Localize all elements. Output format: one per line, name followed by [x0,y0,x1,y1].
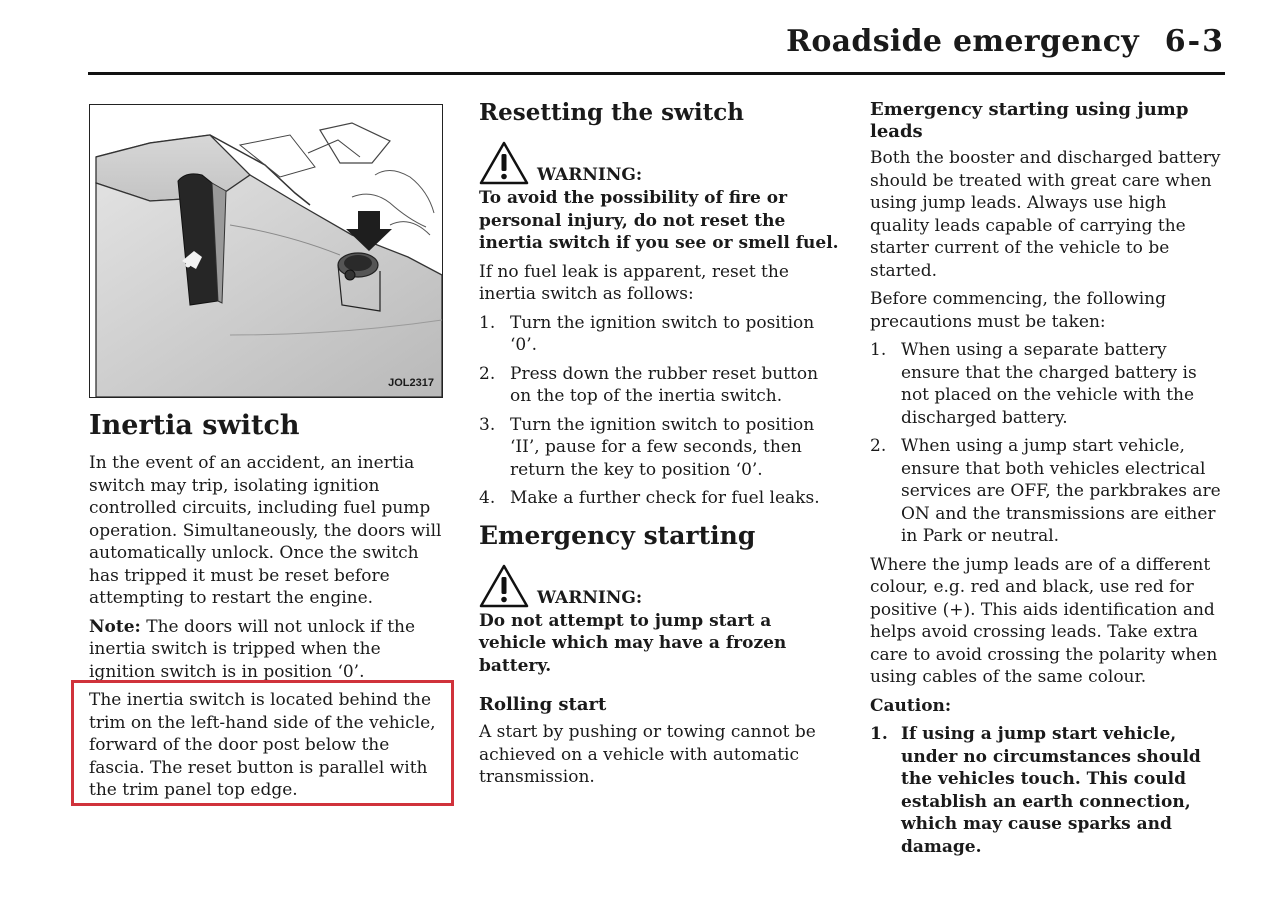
jump-paragraph: Both the booster and discharged battery should be treated with great care when using jump leads. Always use high quality leads capable of carrying the starter current of the vehicle to be started. [870,148,1221,281]
inertia-location-paragraph: The inertia switch is located behind the trim on the left-hand side of the vehicle, forward of the door post below the fascia. The reset button is parallel with the trim panel top edge. [89,690,436,800]
caution-label: Caution: [870,695,952,716]
jump-paragraph: Where the jump leads are of a different colour, e.g. red and black, use red for positive (+). This aids identification and helps avoid crossing leads. Take extra care to avoid crossing the polarity when using cables of the same colour. [870,554,1218,687]
resetting-steps [479,312,844,510]
inertia-switch-illustration [89,104,443,398]
warning-text: To avoid the possibility of fire or personal injury, do not reset the inertia switch if you see or smell fuel. [479,188,839,253]
page-header [88,22,1225,75]
warning-row [479,564,844,608]
inertia-note [89,616,449,684]
note-label: Note: [89,616,141,637]
list-item: 1. Turn the ignition switch to position ‘0’. [479,312,815,355]
inertia-switch-heading: Inertia switch [89,410,300,441]
list-item: 1. When using a separate battery ensure that the charged battery is not placed on the vehicle with the discharged battery. [870,340,1197,428]
highlight-box [71,680,454,806]
jump-paragraph: Before commencing, the following precautions must be taken: [870,289,1166,332]
inertia-paragraph: In the event of an accident, an inertia switch may trip, isolating ignition controlled circuits, including fuel pump operation. Simultaneously, the doors will automatically unlock. Once the switch has tripped it must be reset before attempting to restart the engine. [89,453,442,608]
rolling-start-heading: Rolling start [479,694,607,715]
page-number: 6-3 [1164,24,1225,59]
section-title: Roadside emergency [786,24,1139,59]
resetting-heading: Resetting the switch [479,99,744,126]
jump-steps [870,339,1230,548]
rolling-start-text: A start by pushing or towing cannot be achieved on a vehicle with automatic transmission. [479,722,816,787]
jump-leads-heading: Emergency starting using jump leads [870,99,1189,142]
warning-icon [479,564,529,608]
warning-row [479,141,844,185]
list-item: 2. Press down the rubber reset button on the top of the inertia switch. [479,363,819,406]
warning-text: Do not attempt to jump start a vehicle which may have a frozen battery. [479,610,787,676]
emergency-starting-heading: Emergency starting [479,520,756,550]
list-item: 2. When using a jump start vehicle, ensure that both vehicles electrical services are OFF, the parkbrakes are ON and the transmissions are either in Park or neutral. [870,436,1221,546]
warning-icon [479,141,529,185]
column-middle [479,95,844,795]
column-right [870,95,1230,864]
trim-panel-drawing [90,105,442,397]
list-item: 4. Make a further check for fuel leaks. [479,488,820,508]
warning-label: WARNING: [537,587,643,608]
figure-code: JOL2317 [388,376,434,389]
resetting-intro: If no fuel leak is apparent, reset the inertia switch as follows: [479,261,789,304]
list-item: 1. If using a jump start vehicle, under no circumstances should the vehicles touch. This could establish an earth connection, which may cause sparks and damage. [870,724,1201,857]
list-item: 3. Turn the ignition switch to position ‘II’, pause for a few seconds, then return the key to position ‘0’. [479,414,815,480]
warning-label: WARNING: [537,165,643,185]
note-text: The doors will not unlock if the inertia switch is tripped when the ignition switch is in position ‘0’. [89,616,416,682]
caution-steps [870,723,1230,858]
